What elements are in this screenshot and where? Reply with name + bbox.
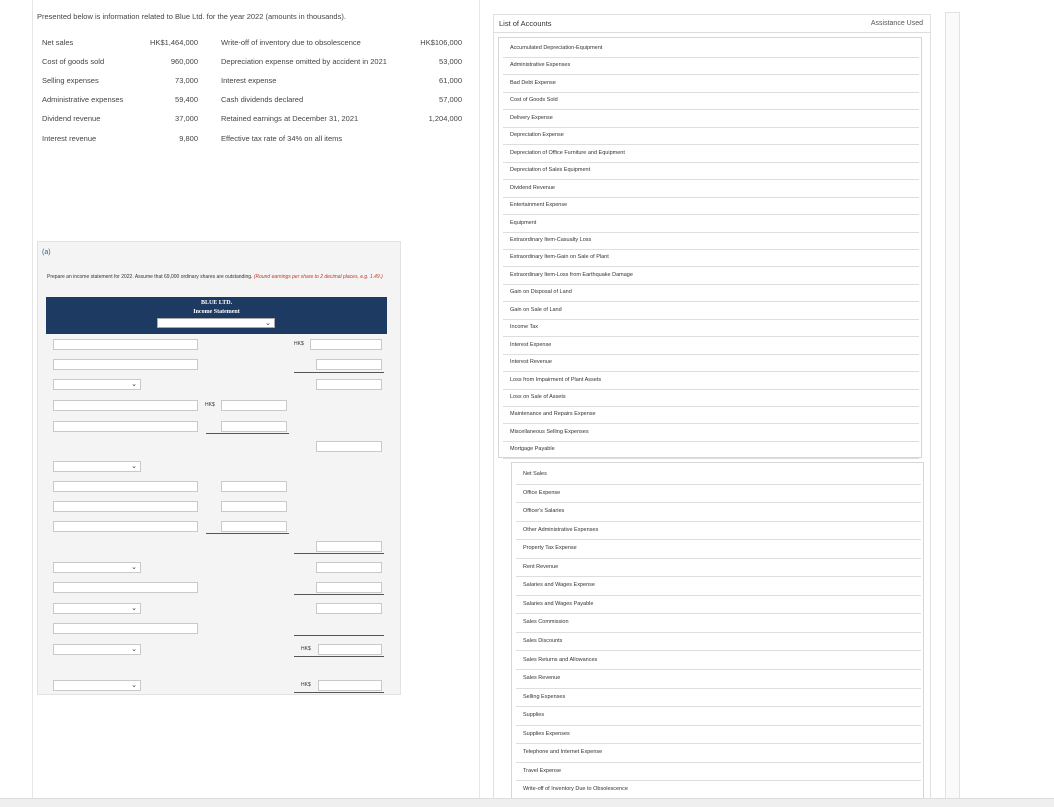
account-list-item[interactable]: Selling Expenses xyxy=(516,688,921,708)
amount-input[interactable] xyxy=(221,481,287,492)
info-value: HK$106,000 xyxy=(420,38,462,47)
account-select[interactable] xyxy=(53,603,141,614)
amount-input[interactable] xyxy=(221,521,287,532)
problem-intro: Presented below is information related to Blue Ltd. for the year 2022 (amounts in thousands). xyxy=(37,12,346,21)
underline xyxy=(294,635,384,636)
currency-label: HK$ xyxy=(294,341,304,347)
underline xyxy=(206,433,289,434)
income-statement-header xyxy=(46,297,387,334)
info-value: 1,204,000 xyxy=(428,114,462,123)
info-value: 960,000 xyxy=(170,57,198,66)
list-of-accounts-panel xyxy=(493,14,931,800)
accounts-list-group-1 xyxy=(498,37,922,458)
chevron-down-icon: ⌄ xyxy=(131,646,137,653)
info-label: Effective tax rate of 34% on all items xyxy=(221,134,343,143)
account-list-item[interactable]: Loss on Sale of Assets xyxy=(503,389,919,407)
amount-input[interactable] xyxy=(310,339,382,350)
account-name-input[interactable] xyxy=(53,400,198,411)
underline xyxy=(294,372,384,373)
info-value: HK$1,464,000 xyxy=(150,38,198,47)
account-list-item[interactable]: Extraordinary Item-Casualty Loss xyxy=(503,232,919,250)
prompt-text: Prepare an income statement for 2022. Assume that 69,000 ordinary shares are outstanding. xyxy=(47,274,253,280)
account-list-item[interactable]: Maintenance and Repairs Expense xyxy=(503,406,919,424)
amount-input[interactable] xyxy=(316,441,382,452)
account-list-item[interactable]: Write-off of Inventory Due to Obsolescence xyxy=(516,780,921,800)
account-list-item[interactable]: Miscellaneous Selling Expenses xyxy=(503,424,919,442)
account-name-input[interactable] xyxy=(53,421,198,432)
accounts-list-group-2 xyxy=(511,462,924,800)
underline xyxy=(294,656,384,657)
info-label: Retained earnings at December 31, 2021 xyxy=(221,114,359,123)
underline xyxy=(294,692,384,693)
account-select[interactable] xyxy=(53,461,141,472)
account-list-item[interactable]: Extraordinary Item-Gain on Sale of Plant xyxy=(503,249,919,267)
account-list-item[interactable]: Salaries and Wages Payable xyxy=(516,595,921,615)
amount-input[interactable] xyxy=(316,582,382,593)
amount-input[interactable] xyxy=(221,501,287,512)
account-list-item[interactable]: Dividend Revenue xyxy=(503,180,919,198)
account-list-item[interactable]: Officer's Salaries xyxy=(516,502,921,522)
chevron-down-icon: ⌄ xyxy=(265,320,271,327)
account-list-item[interactable]: Salaries and Wages Expense xyxy=(516,576,921,596)
chevron-down-icon: ⌄ xyxy=(131,463,137,470)
account-list-item[interactable]: Sales Commission xyxy=(516,613,921,633)
info-label: Cash dividends declared xyxy=(221,95,304,104)
chevron-down-icon: ⌄ xyxy=(131,682,137,689)
info-label: Cost of goods sold xyxy=(42,57,105,66)
account-name-input[interactable] xyxy=(53,501,198,512)
account-list-item[interactable]: Travel Expense xyxy=(516,762,921,782)
underline xyxy=(294,594,384,595)
info-label: Administrative expenses xyxy=(42,95,124,104)
account-list-item[interactable]: Gain on Disposal of Land xyxy=(503,284,919,302)
account-select[interactable] xyxy=(53,562,141,573)
account-list-item[interactable]: Net Sales xyxy=(516,465,921,485)
account-select[interactable] xyxy=(53,379,141,390)
currency-label: HK$ xyxy=(205,402,215,408)
account-list-item[interactable]: Rent Revenue xyxy=(516,558,921,578)
account-list-item[interactable]: Supplies Expenses xyxy=(516,725,921,745)
account-list-item[interactable]: Mortgage Payable xyxy=(503,441,919,459)
account-list-item[interactable]: Sales Discounts xyxy=(516,632,921,652)
account-list-item[interactable]: Other Administrative Expenses xyxy=(516,521,921,541)
prompt-rounding-note: (Round earnings per share to 2 decimal places, e.g. 1.49.) xyxy=(253,274,383,280)
info-label: Interest expense xyxy=(221,76,277,85)
account-list-item[interactable]: Sales Revenue xyxy=(516,669,921,689)
amount-input[interactable] xyxy=(318,680,382,691)
chevron-down-icon: ⌄ xyxy=(131,605,137,612)
account-list-item[interactable]: Entertainment Expense xyxy=(503,197,919,215)
account-list-item[interactable]: Gain on Sale of Land xyxy=(503,302,919,320)
account-list-item[interactable]: Interest Revenue xyxy=(503,354,919,372)
amount-input[interactable] xyxy=(318,644,382,655)
account-list-item[interactable]: Sales Returns and Allowances xyxy=(516,651,921,671)
account-list-item[interactable]: Office Expense xyxy=(516,484,921,504)
amount-input[interactable] xyxy=(316,562,382,573)
info-value: 37,000 xyxy=(175,114,198,123)
account-name-input[interactable] xyxy=(53,339,198,350)
info-label: Depreciation expense omitted by accident in 2021 xyxy=(221,57,387,66)
account-list-item[interactable]: Depreciation Expense xyxy=(503,127,919,145)
part-a-label: (a) xyxy=(42,249,51,256)
account-list-item[interactable]: Loss from Impairment of Plant Assets xyxy=(503,372,919,390)
account-list-item[interactable]: Equipment xyxy=(503,215,919,233)
account-list-item[interactable]: Delivery Expense xyxy=(503,110,919,128)
accounts-header xyxy=(494,15,930,33)
amount-input[interactable] xyxy=(316,379,382,390)
account-name-input[interactable] xyxy=(53,582,198,593)
account-list-item[interactable]: Income Tax xyxy=(503,319,919,337)
account-list-item[interactable]: Interest Expense xyxy=(503,337,919,355)
amount-input[interactable] xyxy=(316,541,382,552)
info-label: Selling expenses xyxy=(42,76,99,85)
amount-input[interactable] xyxy=(316,359,382,370)
underline xyxy=(206,533,289,534)
account-select[interactable] xyxy=(53,680,141,691)
account-list-item[interactable]: Depreciation of Sales Equipment xyxy=(503,162,919,180)
account-list-item[interactable]: Accumulated Depreciation-Equipment xyxy=(503,40,919,58)
currency-label: HK$ xyxy=(301,646,311,652)
scrollbar[interactable] xyxy=(945,12,960,800)
account-list-item[interactable]: Administrative Expenses xyxy=(503,57,919,75)
account-name-input[interactable] xyxy=(53,521,198,532)
account-list-item[interactable]: Bad Debt Expense xyxy=(503,75,919,93)
chevron-down-icon: ⌄ xyxy=(131,381,137,388)
assistance-used-label: Assistance Used xyxy=(870,20,923,27)
period-select[interactable] xyxy=(157,318,275,328)
company-name: BLUE LTD. xyxy=(200,300,233,306)
info-value: 9,800 xyxy=(179,134,198,143)
info-value: 59,400 xyxy=(175,95,198,104)
info-value: 57,000 xyxy=(439,95,462,104)
info-value: 53,000 xyxy=(439,57,462,66)
account-select[interactable] xyxy=(53,644,141,655)
info-value: 61,000 xyxy=(439,76,462,85)
account-list-item[interactable]: Depreciation of Office Furniture and Equipment xyxy=(503,145,919,163)
info-value: 73,000 xyxy=(175,76,198,85)
underline xyxy=(294,553,384,554)
statement-title: Income Statement xyxy=(193,309,240,315)
part-a-panel xyxy=(37,241,401,695)
info-label: Write-off of inventory due to obsolescence xyxy=(221,38,361,47)
part-a-prompt xyxy=(47,273,387,281)
info-label: Dividend revenue xyxy=(42,114,101,123)
amount-input[interactable] xyxy=(221,421,287,432)
chevron-down-icon: ⌄ xyxy=(131,564,137,571)
account-name-input[interactable] xyxy=(53,359,198,370)
account-name-input[interactable] xyxy=(53,481,198,492)
info-label: Interest revenue xyxy=(42,134,97,143)
account-list-item[interactable]: Cost of Goods Sold xyxy=(503,92,919,110)
account-name-input[interactable] xyxy=(53,623,198,634)
amount-input[interactable] xyxy=(221,400,287,411)
account-list-item[interactable]: Property Tax Expense xyxy=(516,539,921,559)
account-list-item[interactable]: Extraordinary Item-Loss from Earthquake Damage xyxy=(503,267,919,285)
info-label: Net sales xyxy=(42,38,74,47)
amount-input[interactable] xyxy=(316,603,382,614)
account-list-item[interactable]: Telephone and Internet Expense xyxy=(516,743,921,763)
currency-label: HK$ xyxy=(301,682,311,688)
accounts-title: List of Accounts xyxy=(499,19,552,28)
account-list-item[interactable]: Supplies xyxy=(516,706,921,726)
